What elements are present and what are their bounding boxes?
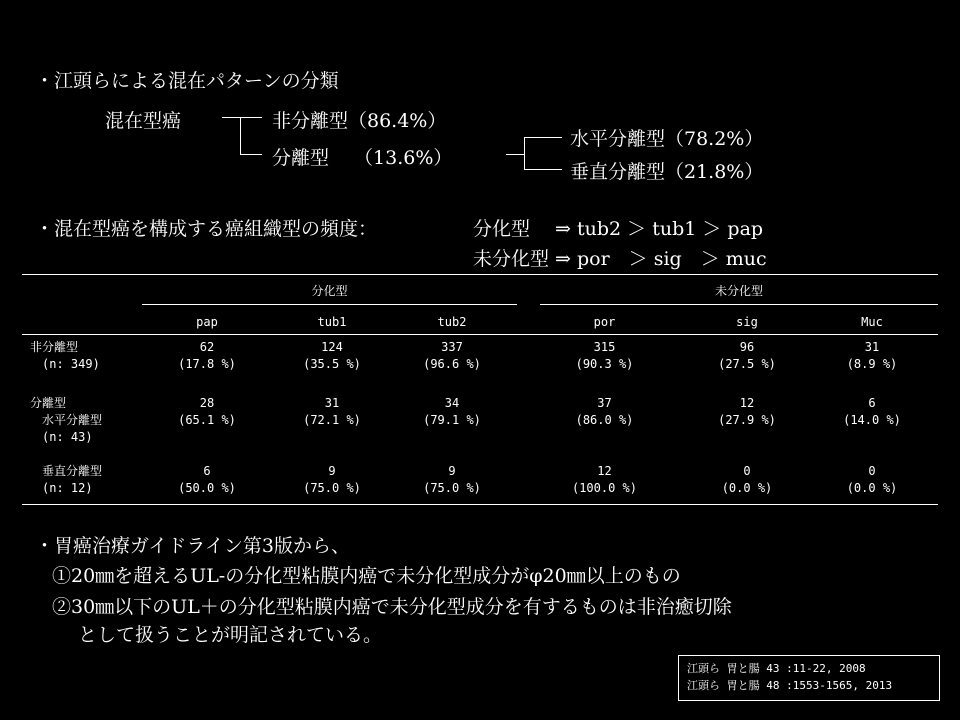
table-cell: 62 (17.8 %) [178,340,236,371]
vertical-separated-label: 垂直分離型（21.8%） [570,161,764,183]
guideline-item-3: として扱うことが明記されている。 [78,624,383,646]
column-header: Muc [861,315,883,329]
group-header-differentiated: 分化型 [311,284,348,298]
table-rule [142,304,517,305]
column-header: por [593,315,616,329]
table-rule [22,274,938,275]
table-rule [22,504,938,505]
section1-heading: ・江頭らによる混在パターンの分類 [35,70,339,92]
table-cell: 6 (14.0 %) [843,396,901,427]
group-header-undifferentiated: 未分化型 [714,284,763,298]
table-cell: 96 (27.5 %) [718,340,776,371]
reference-box [678,655,940,701]
table-cell: 9 (75.0 %) [423,464,481,495]
reference-line: 江頭ら 胃と腸 48 :1553-1565, 2013 [687,679,893,692]
nonseparated-label: 非分離型（86.4%） [272,110,447,132]
column-header: tub1 [317,315,347,329]
table-cell: 34 (79.1 %) [423,396,481,427]
horizontal-separated-label: 水平分離型（78.2%） [570,128,764,150]
table-cell: 0 (0.0 %) [846,464,898,495]
tree-line [240,117,241,154]
section3-heading: ・胃癌治療ガイドライン第3版から、 [35,535,350,557]
table-cell: 124 (35.5 %) [303,340,361,371]
tree-line [524,137,562,138]
guideline-item-2: ②30㎜以下のUL＋の分化型粘膜内癌で未分化型成分を有するものは非治癒切除 [52,596,732,618]
table-cell: 12 (27.9 %) [718,396,776,427]
tree-line [524,137,525,169]
tree-line [524,169,562,170]
row-label-nonseparated: 非分離型 (n: 349) [30,340,100,371]
undifferentiated-order: 未分化型 ⇒ por ＞ sig ＞ muc [473,248,767,270]
guideline-item-1: ①20㎜を超えるUL-の分化型粘膜内癌で未分化型成分がφ20㎜以上のもの [52,565,681,587]
table-cell: 12 (100.0 %) [571,464,638,495]
table-cell: 315 (90.3 %) [575,340,634,371]
table-cell: 0 (0.0 %) [721,464,773,495]
table-cell: 28 (65.1 %) [178,396,236,427]
section2-heading: ・混在型癌を構成する癌組織型の頻度： [35,218,378,240]
table-cell: 31 (72.1 %) [303,396,361,427]
table-cell: 31 (8.9 %) [846,340,898,371]
table-rule [22,334,938,335]
row-label-separated-horizontal: 分離型 水平分離型 (n: 43) [30,396,103,444]
separated-label: 分離型 （13.6%） [272,147,453,169]
column-header: pap [196,315,218,329]
column-header: sig [736,315,758,329]
frequency-table [22,274,938,506]
table-cell: 6 (50.0 %) [178,464,236,495]
table-cell: 337 (96.6 %) [423,340,481,371]
column-header: tub2 [437,315,467,329]
tree-line [506,154,524,155]
differentiated-order: 分化型 ⇒ tub2 ＞ tub1 ＞ pap [473,218,764,240]
tree-line [222,117,262,118]
tree-line [240,154,262,155]
mixed-type-label: 混在型癌 [105,110,182,132]
table-cell: 9 (75.0 %) [303,464,361,495]
table-rule [540,304,938,305]
row-label-vertical: 垂直分離型 (n: 12) [42,464,103,495]
table-cell: 37 (86.0 %) [575,396,634,427]
reference-line: 江頭ら 胃と腸 43 :11-22, 2008 [687,662,866,675]
